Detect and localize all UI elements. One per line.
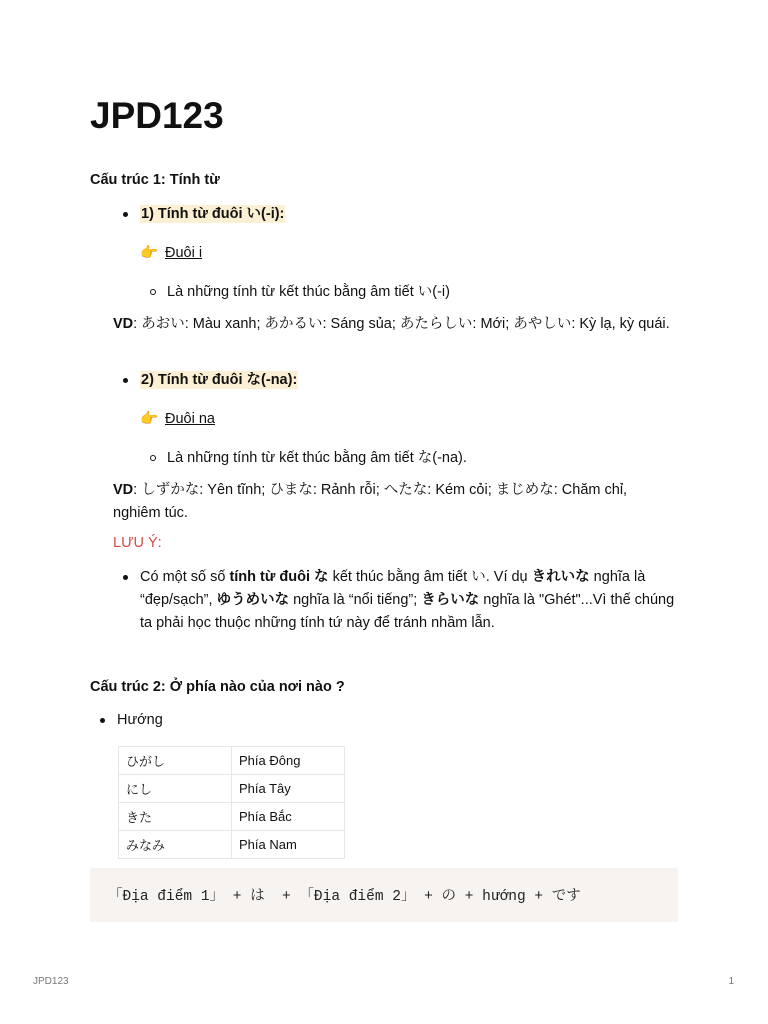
i-adjective-item [140,204,285,224]
i-adjective-callout [140,243,202,263]
i-adjective-definition [167,282,450,302]
table-row [119,831,345,859]
i-adjective-examples-text: : あおい: Màu xanh; あかるい: Sáng sủa; あたらしい: Mới; あやしい: Kỳ lạ, kỳ quái. [133,316,670,332]
note-item [140,566,680,635]
na-adjective-callout [140,409,215,429]
table-cell: Phía Bắc [232,803,345,831]
note-bold: きらいな [421,592,480,608]
table-cell: Phía Tây [232,775,345,803]
na-adjective-link[interactable]: Đuôi na [165,411,215,427]
table-cell: きた [119,803,232,831]
table-row [119,775,345,803]
page-number: 1 [728,976,734,987]
footer-title: JPD123 [33,976,69,987]
table-cell: みなみ [119,831,232,859]
note-text: nghĩa là “đẹp/sạch”, [140,569,646,608]
table-row [119,747,345,775]
note-bold: きれいな [531,569,590,585]
note-text: Có một số số [140,569,230,585]
direction-label: Hướng [117,712,163,728]
pointing-hand-icon: 👉 [140,411,159,427]
i-adjective-link[interactable]: Đuôi i [165,245,203,261]
na-adjective-label: 2) Tính từ đuôi な(-na): [141,372,298,388]
page-title: JPD123 [90,95,224,136]
pointing-hand-icon: 👉 [140,245,159,261]
bullet-dot [123,378,128,383]
bullet-dot [123,575,128,580]
i-adjective-examples [113,313,673,336]
note-bold: tính từ đuôi な [229,569,329,585]
i-adjective-definition-text: Là những tính từ kết thúc bằng âm tiết い(-i) [167,284,450,300]
na-adjective-examples-text: : しずかな: Yên tĩnh; ひまな: Rảnh rỗi; へたな: Kém cỏi; まじめな: Chăm chỉ, nghiêm túc. [113,482,628,521]
na-adjective-definition [167,448,467,468]
table-cell: Phía Đông [232,747,345,775]
bullet-dot [123,212,128,217]
warning-label: LƯU Ý: [113,535,162,551]
i-adjective-label: 1) Tính từ đuôi い(-i): [141,206,285,222]
vd-label: VD [113,316,134,332]
na-adjective-definition-text: Là những tính từ kết thúc bằng âm tiết な(-na). [167,450,467,466]
na-adjective-examples [113,479,673,525]
table-row [119,803,345,831]
note-text: nghĩa là "Ghét"...Vì thế chúng ta phải học thuộc những tính tứ này để tránh nhầm lẫn. [140,592,675,631]
bullet-circle [150,455,156,461]
table-cell: にし [119,775,232,803]
table-cell: Phía Nam [232,831,345,859]
na-adjective-item [140,370,298,390]
code-block: 「Địa điểm 1」 + は + 「Địa điểm 2」 + の + hướng + です [90,868,678,922]
section-1-heading: Cấu trúc 1: Tính từ [90,172,220,188]
section-2-heading: Cấu trúc 2: Ở phía nào của nơi nào ? [90,679,345,695]
direction-item [117,710,163,730]
note-text: nghĩa là “nổi tiếng”; [289,592,422,608]
bullet-dot [100,718,105,723]
table-cell: ひがし [119,747,232,775]
direction-table [118,746,345,859]
note-text: kết thúc bằng âm tiết い. Ví dụ [328,569,532,585]
vd-label: VD [113,482,134,498]
note-bold: ゆうめいな [216,592,290,608]
bullet-circle [150,289,156,295]
